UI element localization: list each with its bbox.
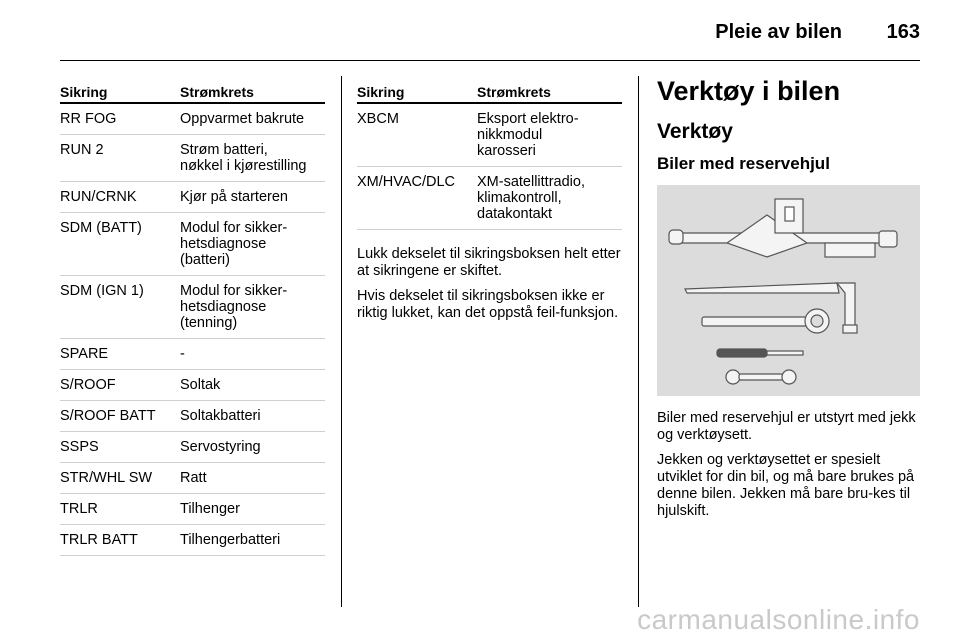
column-header-sikring: Sikring [357,84,405,100]
circuit-description: - [180,346,185,362]
table-row [60,182,325,213]
page-section-title: Pleie av bilen [715,21,842,43]
fuse-table-left [60,84,325,556]
fuse-name: SSPS [60,439,99,455]
table-row [357,104,622,167]
circuit-description: Modul for sikker- hetsdiagnose (batteri) [180,220,288,268]
fuse-name: TRLR [60,501,98,517]
paragraph-cover-warning: Hvis dekselet til sikringsboksen ikke er riktig lukket, kan det oppstå feil-funksjon. [357,288,619,321]
table-header [60,84,325,104]
column-header-stromkrets: Strømkrets [180,84,254,100]
table-header [357,84,622,104]
fuse-name: STR/WHL SW [60,470,153,486]
towing-eye-icon [726,370,796,384]
circuit-description: Tilhenger [180,501,240,517]
fuse-name: S/ROOF [60,377,116,393]
table-row [357,167,622,230]
column-divider-left [341,76,342,607]
paragraph-jack-usage: Jekken og verktøysettet er spesielt utviklet for din bil, og må bare brukes på denne bilen. Jekken må bare bru-kes til hjulskift. [657,452,915,519]
circuit-description: Modul for sikker- hetsdiagnose (tenning) [180,283,288,331]
circuit-description: Ratt [180,470,207,486]
section-heading: Verktøy i bilen [657,76,841,106]
wheel-bolt-wrench-icon [702,309,829,333]
circuit-description: Kjør på starteren [180,189,288,205]
page-header [60,0,920,61]
column-header-sikring: Sikring [60,84,108,100]
table-row [60,213,325,276]
fuse-table-right [357,84,622,230]
circuit-description: XM-satellittradio, klimakontroll, datakontakt [477,174,585,222]
circuit-description: Eksport elektro- nikkmodul karosseri [477,111,579,159]
paragraph-close-cover: Lukk dekselet til sikringsboksen helt etter at sikringene er skiftet. [357,246,621,279]
screwdriver-icon [717,349,803,357]
fuse-name: S/ROOF BATT [60,408,156,424]
table-row [60,525,325,556]
watermark: carmanualsonline.info [637,604,920,635]
circuit-description: Soltakbatteri [180,408,261,424]
circuit-description: Servostyring [180,439,261,455]
fuse-name: RUN/CRNK [60,189,137,205]
fuse-name: SDM (IGN 1) [60,283,144,299]
table-row [60,104,325,135]
table-row [60,135,325,182]
table-row [60,494,325,525]
tool-kit-illustration [657,185,920,396]
page-number: 163 [886,21,920,43]
paragraph-spare-wheel-equipment: Biler med reservehjul er utstyrt med jekk og verktøysett. [657,410,916,443]
fuse-name: RUN 2 [60,142,104,158]
table-row [60,432,325,463]
column-divider-right [638,76,639,607]
fuse-name: TRLR BATT [60,532,138,548]
table-row [60,370,325,401]
table-row [60,276,325,339]
circuit-description: Oppvarmet bakrute [180,111,305,127]
circuit-description: Strøm batteri, nøkkel i kjørestilling [180,142,307,174]
table-row [60,339,325,370]
table-row [60,463,325,494]
fuse-name: XBCM [357,111,399,127]
subsubsection-heading: Biler med reservehjul [657,154,830,173]
fuse-name: RR FOG [60,111,117,127]
subsection-heading: Verktøy [657,120,733,143]
fuse-name: XM/HVAC/DLC [357,174,456,190]
column-header-stromkrets: Strømkrets [477,84,551,100]
table-row [60,401,325,432]
fuse-name: SPARE [60,346,109,362]
circuit-description: Soltak [180,377,221,393]
car-jack-icon [669,199,897,257]
fuse-name: SDM (BATT) [60,220,142,236]
circuit-description: Tilhengerbatteri [180,532,281,548]
